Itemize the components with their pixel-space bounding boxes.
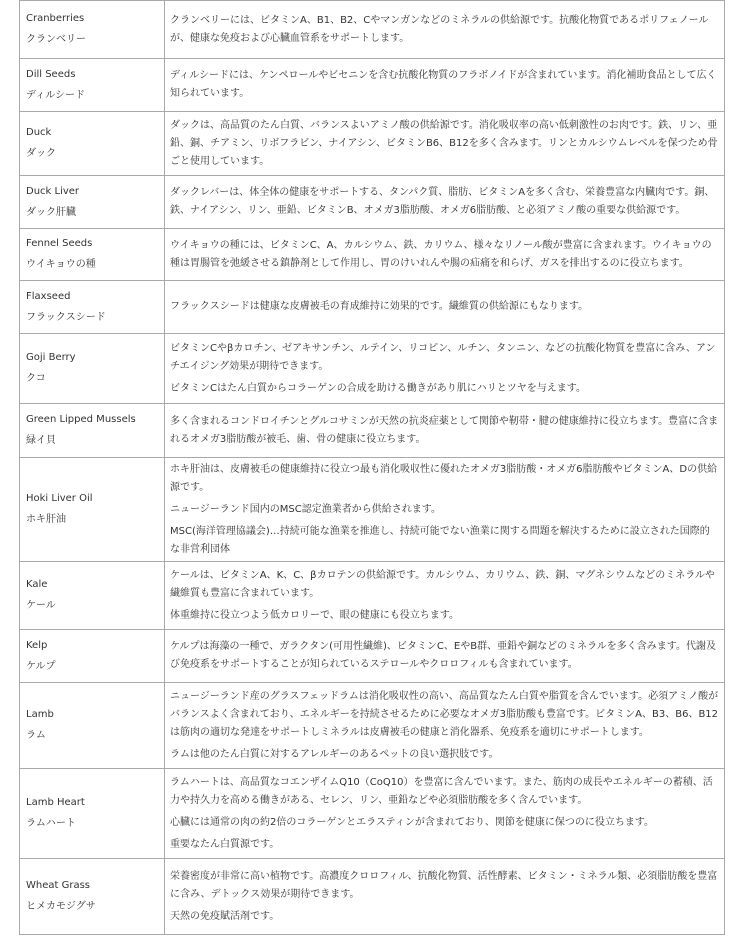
ingredient-description-cell <box>165 404 725 458</box>
ingredient-name-cell <box>20 176 165 229</box>
table-body <box>20 1 725 935</box>
ingredient-name-en: Green Lipped Mussels <box>26 414 136 425</box>
ingredient-description-cell <box>165 630 725 683</box>
description-paragraph: ビタミンCはたん白質からコラーゲンの合成を助ける働きがあり肌にハリとツヤを与えます。 <box>170 382 586 394</box>
ingredient-name-cell <box>20 1 165 59</box>
description-paragraph: 天然の免疫賦活剤です。 <box>170 910 280 922</box>
description-paragraph: ニュージーランド産のグラスフェッドラムは消化吸収性の高い、高品質なたん白質や脂質を含んでいます。必須アミノ酸がバランスよく含まれており、エネルギーを持続させるために必要なオメガ3脂肪酸も豊富です。ビタミンA、B3、B6、B12は筋肉の適切な発達をサポートしミネラルは皮膚被毛の健康と消化器系、免疫系を適切にサポートします。 <box>170 690 719 738</box>
ingredient-name-en: Kale <box>26 579 48 590</box>
ingredient-name-en: Fennel Seeds <box>26 238 93 249</box>
description-paragraph: ケルプは海藻の一種で、ガラクタン(可用性繊維)、ビタミンC、EやB群、亜鉛や銅などのミネラルを多く含みます。代謝及び免疫系をサポートすることが知られているステロールやクロロフィルも含まれています。 <box>170 641 716 670</box>
description-paragraph: クランベリーには、ビタミンA、B1、B2、Cやマンガンなどのミネラルの供給源です。抗酸化物質であるポリフェノールが、健康な免疫および心臓血管系をサポートします。 <box>170 14 709 44</box>
description-paragraph: ケールは、ビタミンA、K、C、βカロテンの供給源です。カルシウム、カリウム、鉄、銅、マグネシウムなどのミネラルや繊維質も豊富に含まれています。 <box>170 569 715 599</box>
ingredient-name-ja: クコ <box>26 373 46 384</box>
ingredient-name-en: Duck <box>26 127 52 138</box>
ingredient-name-ja: フラックスシード <box>26 311 106 323</box>
table-row <box>20 59 725 112</box>
description-paragraph: ウイキョウの種には、ビタミンC、A、カルシウム、鉄、カリウム、様々なリノール酸が豊富に含まれます。ウイキョウの種は胃腸管を弛緩させる鎮静剤として作用し、胃のけいれんや腸の疝痛を和らげ、ガスを排出するのに役立ちます。 <box>170 239 712 269</box>
ingredient-description-cell <box>165 1 725 59</box>
ingredient-name-ja: ラム <box>26 730 46 741</box>
description-paragraph: フラックスシードは健康な皮膚被毛の育成維持に効果的です。繊維質の供給源にもなります。 <box>170 301 589 312</box>
ingredient-name-ja: ケルプ <box>26 660 56 672</box>
ingredient-name-en: Goji Berry <box>26 352 76 363</box>
ingredient-name-ja: ダック <box>26 148 56 159</box>
ingredient-name-en: Wheat Grass <box>26 880 91 891</box>
table-row <box>20 404 725 458</box>
ingredient-name-ja: 緑イ貝 <box>26 435 56 446</box>
ingredient-name-ja: ディルシード <box>26 89 85 101</box>
ingredient-description-cell <box>165 458 725 562</box>
description-paragraph: ラムハートは、高品質なコエンザイムQ10（CoQ10）を豊富に含んでいます。また、筋肉の成長やエネルギーの蓄積、活力や持久力を高める働きがある、セレン、リン、亜鉛などや必須脂肪酸を多く含んでいます。 <box>170 776 713 806</box>
table-row <box>20 281 725 334</box>
description-paragraph: 体重維持に役立つよう低カロリーで、眼の健康にも役立ちます。 <box>170 609 459 621</box>
description-paragraph: ビタミンCやβカロチン、ゼアキサンチン、ルテイン、リコピン、ルチン、タンニン、などの抗酸化物質を豊富に含み、アンチエイジング効果が期待できます。 <box>170 342 716 372</box>
ingredient-description-cell <box>165 562 725 630</box>
table-row <box>20 458 725 562</box>
description-paragraph: ニュージーランド国内のMSC認定漁業者から供給されます。 <box>170 503 441 515</box>
description-paragraph: 心臓には通常の肉の約2倍のコラーゲンとエラスティンが含まれており、関節を健康に保つのに役立ちます。 <box>170 816 655 828</box>
ingredient-name-ja: ヒメカモジグサ <box>26 901 96 912</box>
ingredient-name-cell <box>20 562 165 630</box>
ingredient-name-ja: ラムハート <box>26 818 76 829</box>
description-paragraph: MSC(海洋管理協議会)…持続可能な漁業を推進し、持続可能でない漁業に関する問題を解決するために設立された国際的な非営利団体 <box>170 525 710 555</box>
ingredient-name-ja: ケール <box>26 600 56 611</box>
description-paragraph: 多く含まれるコンドロイチンとグルコサミンが天然の抗炎症薬として関節や靭帯・腱の健康維持に役立ちます。豊富に含まれるオメガ3脂肪酸が被毛、歯、骨の健康に役立ちます。 <box>170 415 719 445</box>
ingredient-description-cell <box>165 683 725 769</box>
ingredient-name-cell <box>20 334 165 404</box>
ingredient-name-en: Lamb Heart <box>26 797 85 808</box>
description-paragraph: ディルシードには、ケンペロールやビセニンを含む抗酸化物質のフラボノイドが含まれています。消化補助食品として広く知られています。 <box>170 70 717 99</box>
table-row <box>20 562 725 630</box>
ingredient-description-cell <box>165 176 725 229</box>
description-paragraph: ダックは、高品質のたん白質、バランスよいアミノ酸の供給源です。消化吸収率の高い低刺激性のお肉です。鉄、リン、亜鉛、銅、チアミン、リボフラビン、ナイアシン、ビタミンB6、B12を多く含みます。リンとカルシウムレベルを保つため骨ごと使用しています。 <box>170 119 718 167</box>
description-paragraph: 重要なたん白質源です。 <box>170 838 280 850</box>
ingredient-name-en: Dill Seeds <box>26 68 76 80</box>
ingredient-description-cell <box>165 334 725 404</box>
ingredient-name-cell <box>20 59 165 112</box>
ingredient-name-en: Hoki Liver Oil <box>26 493 93 504</box>
description-paragraph: ラムは他のたん白質に対するアレルギーのあるペットの良い選択肢です。 <box>170 748 499 760</box>
table-row <box>20 630 725 683</box>
ingredient-name-cell <box>20 404 165 458</box>
table-row <box>20 859 725 935</box>
ingredient-description-cell <box>165 112 725 176</box>
ingredient-description-cell <box>165 769 725 859</box>
description-paragraph: 栄養密度が非常に高い植物です。高濃度クロロフィル、抗酸化物質、活性酵素、ビタミン・ミネラル類、必須脂肪酸を豊富に含み、デトックス効果が期待できます。 <box>170 870 718 900</box>
ingredient-name-ja: ダック肝臓 <box>26 206 76 218</box>
ingredient-name-en: Flaxseed <box>26 290 71 302</box>
ingredient-description-cell <box>165 59 725 112</box>
ingredient-name-cell <box>20 112 165 176</box>
ingredient-description-cell <box>165 281 725 334</box>
description-paragraph: ホキ肝油は、皮膚被毛の健康維持に役立つ最も消化吸収性に優れたオメガ3脂肪酸・オメガ6脂肪酸やビタミンA、Dの供給源です。 <box>170 463 718 493</box>
ingredient-name-ja: ウイキョウの種 <box>26 259 96 270</box>
ingredient-name-cell <box>20 458 165 562</box>
table-row <box>20 769 725 859</box>
ingredient-description-cell <box>165 859 725 935</box>
table-row <box>20 334 725 404</box>
ingredient-name-en: Lamb <box>26 709 54 720</box>
table-row <box>20 176 725 229</box>
ingredient-name-cell <box>20 281 165 334</box>
ingredient-name-en: Duck Liver <box>26 185 80 197</box>
table-row <box>20 229 725 281</box>
table-row <box>20 1 725 59</box>
ingredient-name-ja: ホキ肝油 <box>26 514 66 525</box>
ingredient-name-cell <box>20 683 165 769</box>
ingredient-description-cell <box>165 229 725 281</box>
table-row <box>20 683 725 769</box>
ingredient-name-cell <box>20 769 165 859</box>
ingredient-name-cell <box>20 229 165 281</box>
ingredient-name-cell <box>20 630 165 683</box>
ingredient-name-cell <box>20 859 165 935</box>
ingredient-name-en: Cranberries <box>26 13 85 24</box>
table-row <box>20 112 725 176</box>
description-paragraph: ダックレバーは、体全体の健康をサポートする、タンパク質、脂肪、ビタミンAを多く含む、栄養豊富な内臓肉です。銅、鉄、ナイアシン、リン、亜鉛、ビタミンB、オメガ3脂肪酸、オメガ6脂肪酸、と必須アミノ酸の重要な供給源です。 <box>170 187 715 216</box>
ingredient-name-en: Kelp <box>26 639 48 651</box>
ingredient-name-ja: クランベリー <box>26 34 86 45</box>
ingredients-table <box>19 0 725 935</box>
